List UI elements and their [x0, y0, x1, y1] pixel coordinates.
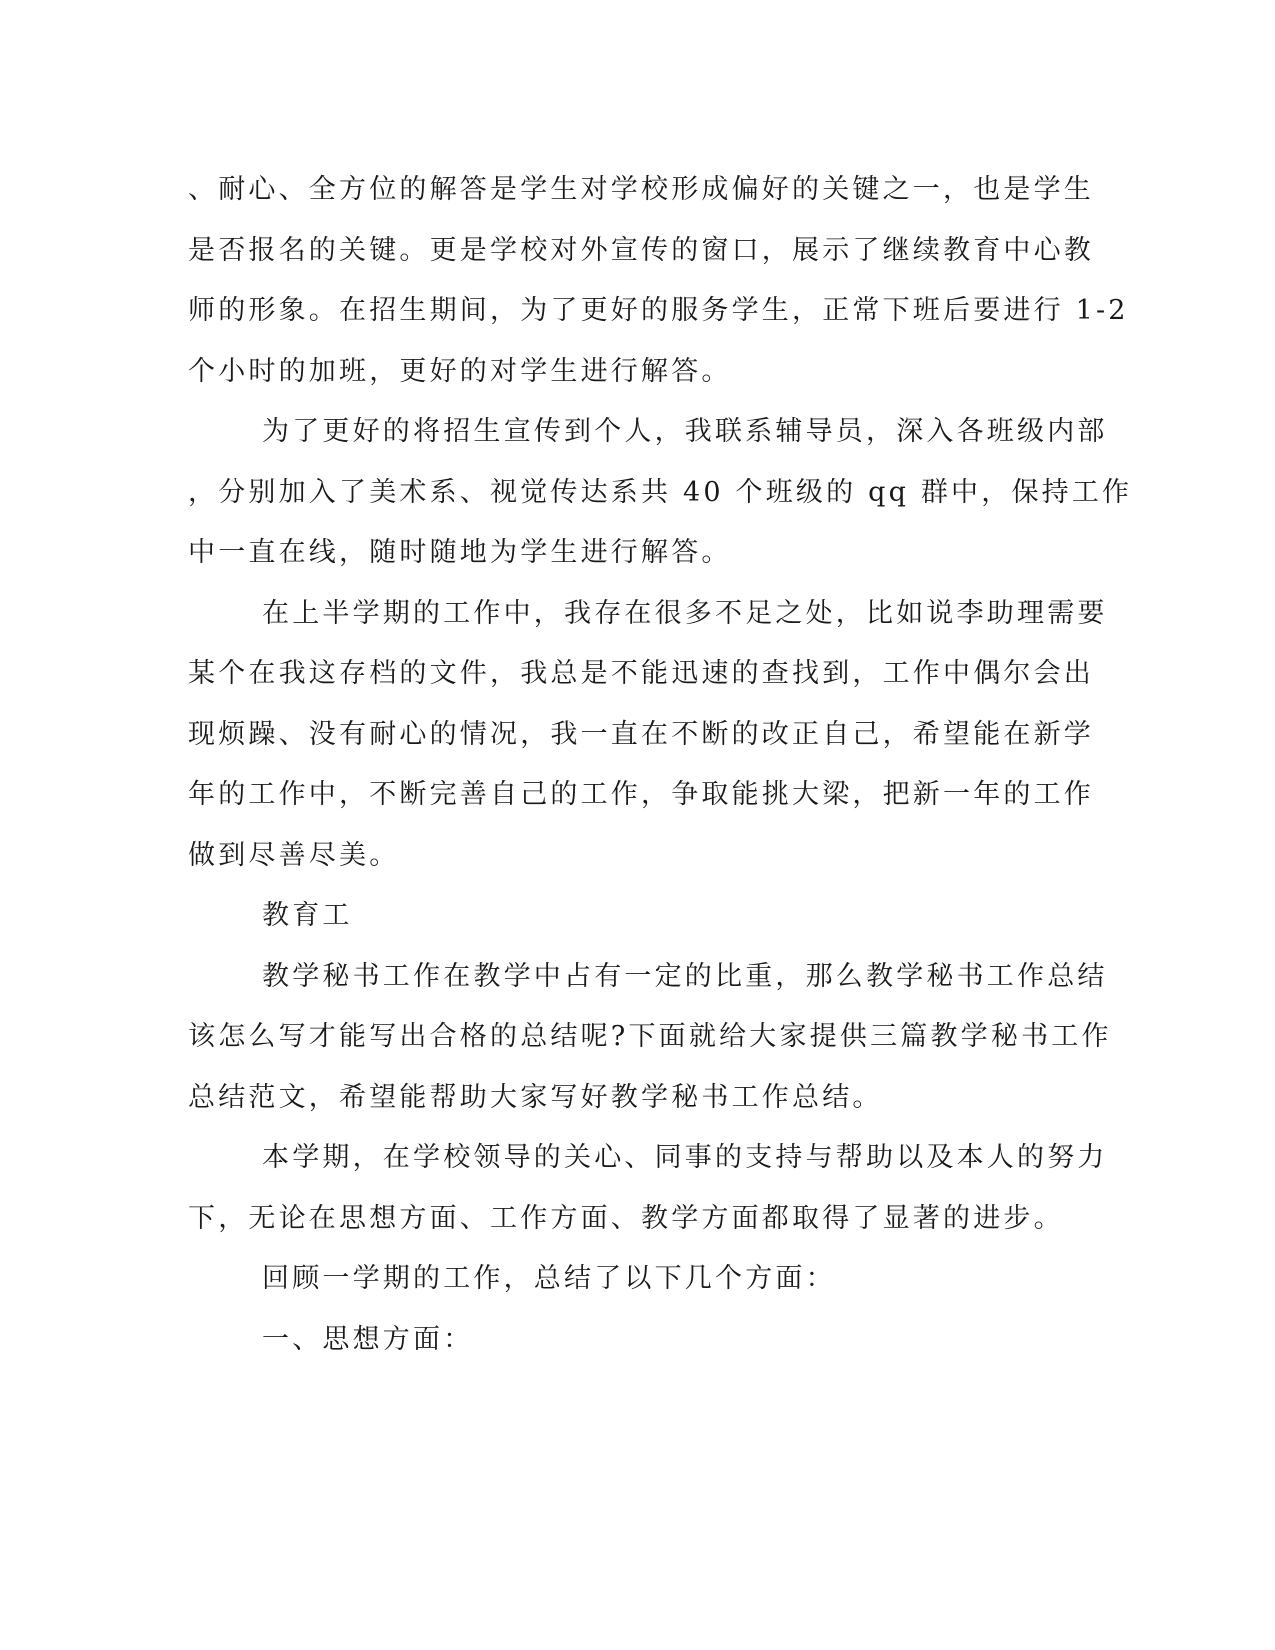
text-line: 该怎么写才能写出合格的总结呢?下面就给大家提供三篇教学秘书工作 [188, 1021, 1112, 1052]
section-heading: 教育工 [262, 900, 353, 931]
text-line: 师的形象。在招生期间，为了更好的服务学生，正常下班后要进行 1-2 [188, 295, 1129, 326]
paragraph-first-line: 为了更好的将招生宣传到个人，我联系辅导员，深入各班级内部 [262, 416, 1108, 447]
text-line: 下，无论在思想方面、工作方面、教学方面都取得了显著的进步。 [188, 1202, 1064, 1234]
section-heading: 一、思想方面： [262, 1323, 474, 1355]
text-line: 某个在我这存档的文件，我总是不能迅速的查找到，工作中偶尔会出 [188, 658, 1094, 689]
paragraph-first-line: 教学秘书工作在教学中占有一定的比重，那么教学秘书工作总结 [262, 960, 1108, 992]
text-line: 、耐心、全方位的解答是学生对学校形成偏好的关键之一，也是学生 [188, 174, 1094, 205]
text-line: 年的工作中，不断完善自己的工作，争取能挑大梁，把新一年的工作 [188, 779, 1094, 810]
body-text [188, 160, 1133, 1370]
text-line: 是否报名的关键。更是学校对外宣传的窗口，展示了继续教育中心教 [188, 234, 1094, 266]
paragraph-first-line: 在上半学期的工作中，我存在很多不足之处，比如说李助理需要 [262, 597, 1108, 629]
text-line: 个小时的加班，更好的对学生进行解答。 [188, 355, 732, 387]
paragraph-first-line: 本学期，在学校领导的关心、同事的支持与帮助以及本人的努力 [262, 1142, 1108, 1173]
text-line: 现烦躁、没有耐心的情况，我一直在不断的改正自己，希望能在新学 [188, 718, 1094, 750]
text-line: 中一直在线，随时随地为学生进行解答。 [188, 537, 732, 568]
text-line: ，分别加入了美术系、视觉传达系共 40 个班级的 qq 群中，保持工作 [188, 476, 1133, 508]
text-line: 做到尽善尽美。 [188, 839, 400, 871]
text-line: 总结范文，希望能帮助大家写好教学秘书工作总结。 [188, 1081, 883, 1113]
paragraph-first-line: 回顾一学期的工作，总结了以下几个方面： [262, 1263, 836, 1294]
